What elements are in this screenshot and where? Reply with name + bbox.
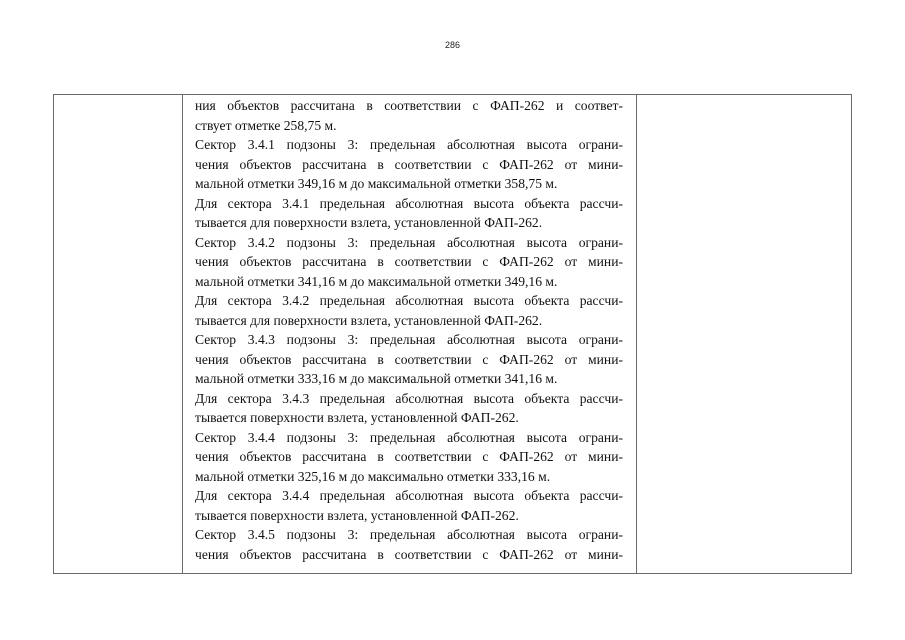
text-line: Сектор 3.4.2 подзоны 3: предельная абсолютная высота ограни- [195, 234, 623, 250]
text-line: Для сектора 3.4.3 предельная абсолютная высота объекта рассчи- [195, 390, 623, 406]
text-line: чения объектов рассчитана в соответствии с ФАП-262 от мини- [195, 546, 623, 562]
text-line: чения объектов рассчитана в соответствии с ФАП-262 от мини- [195, 254, 623, 269]
text-line: чения объектов рассчитана в соответствии с ФАП-262 от мини- [195, 449, 623, 464]
text-line: мальной отметки 349,16 м до максимальной отметки 358,75 м. [195, 176, 558, 191]
text-line: тывается для поверхности взлета, установленной ФАП-262. [195, 215, 543, 230]
text-cell [183, 95, 637, 574]
text-line: Для сектора 3.4.1 предельная абсолютная высота объекта рассчи- [195, 195, 623, 211]
text-line: Для сектора 3.4.2 предельная абсолютная высота объекта рассчи- [195, 293, 623, 308]
text-line: мальной отметки 333,16 м до максимальной отметки 341,16 м. [195, 371, 558, 386]
text-line: чения объектов рассчитана в соответствии с ФАП-262 от мини- [195, 351, 623, 367]
text-line: Для сектора 3.4.4 предельная абсолютная высота объекта рассчи- [195, 488, 623, 503]
text-line: ния объектов рассчитана в соответствии с ФАП-262 и соответ- [195, 98, 623, 113]
paragraph-block [183, 95, 636, 564]
text-line: мальной отметки 341,16 м до максимальной отметки 349,16 м. [195, 273, 558, 289]
text-line: Сектор 3.4.1 подзоны 3: предельная абсолютная высота ограни- [195, 137, 623, 152]
table-row [54, 95, 852, 574]
text-line: Сектор 3.4.4 подзоны 3: предельная абсолютная высота ограни- [195, 429, 623, 445]
text-line: тывается для поверхности взлета, установленной ФАП-262. [195, 312, 543, 328]
text-line: чения объектов рассчитана в соответствии с ФАП-262 от мини- [195, 156, 623, 172]
content-table [53, 94, 852, 574]
text-line: тывается поверхности взлета, установленной ФАП-262. [195, 507, 519, 523]
text-line: Сектор 3.4.5 подзоны 3: предельная абсолютная высота ограни- [195, 527, 623, 542]
text-line: Сектор 3.4.3 подзоны 3: предельная абсолютная высота ограни- [195, 332, 623, 347]
right-cell [637, 95, 852, 574]
page-number: 286 [444, 40, 461, 50]
left-cell [54, 95, 183, 574]
text-line: мальной отметки 325,16 м до максимально отметки 333,16 м. [195, 468, 551, 484]
text-line: ствует отметке 258,75 м. [195, 117, 337, 133]
text-line: тывается поверхности взлета, установленной ФАП-262. [195, 410, 519, 425]
